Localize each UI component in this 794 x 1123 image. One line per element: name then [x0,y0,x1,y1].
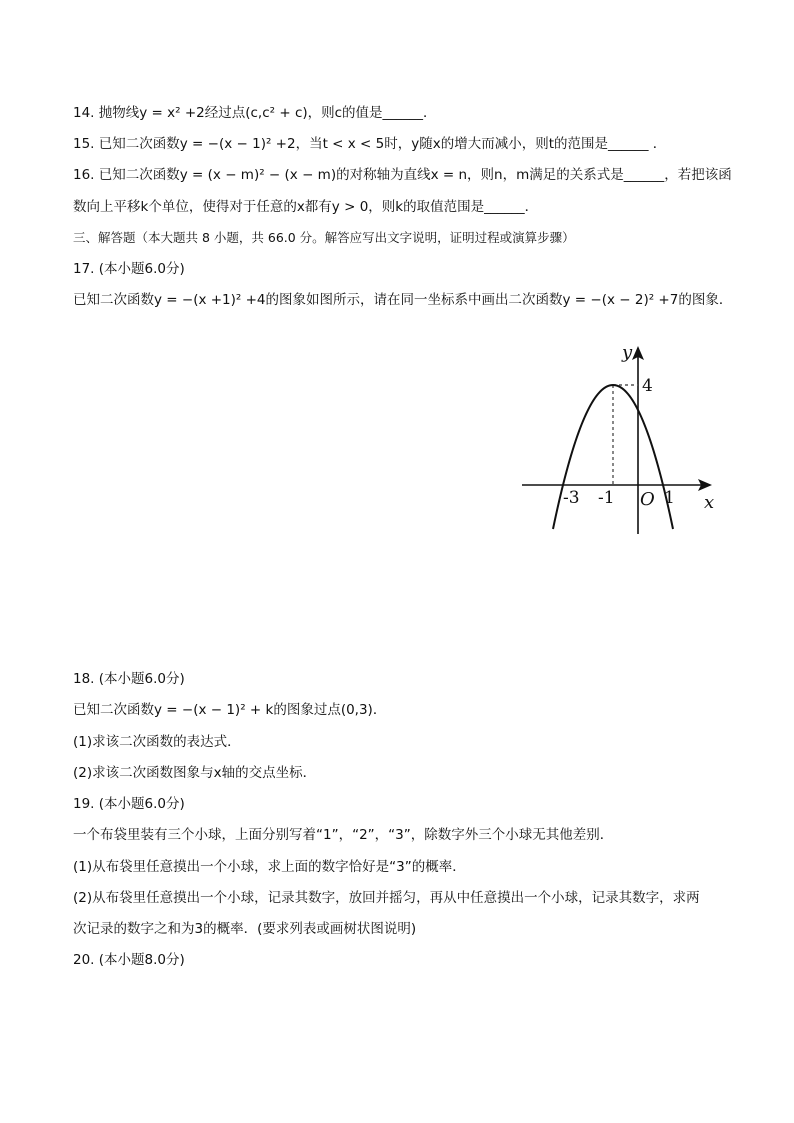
question-17-text: 已知二次函数y = −(x +1)² +4的图象如图所示，请在同一坐标系中画出二次函数y = −(x − 2)² +7的图象． [73,292,733,308]
question-16-line2: 数向上平移k个单位，使得对于任意的x都有y > 0，则k的取值范围是______． [73,199,539,215]
question-18-heading: 18. (本小题6.0分) [73,671,185,687]
question-19-heading: 19. (本小题6.0分) [73,796,185,812]
root-left-label: -3 [563,488,580,508]
question-16-line1: 16. 已知二次函数y = (x − m)² − (x − m)的对称轴为直线x = n，则n，m满足的关系式是______，若把该函 [73,167,732,183]
question-14: 14. 抛物线y = x² +2经过点(c,c² + c)，则c的值是______． [73,105,437,121]
origin-label: O [640,489,655,510]
x-axis-label: x [704,492,715,513]
question-18-part1: (1)求该二次函数的表达式． [73,734,241,750]
section-heading: 三、解答题（本大题共 8 小题，共 66.0 分。解答应写出文字说明，证明过程或演算步骤） [73,230,575,245]
question-17-heading: 17. (本小题6.0分) [73,261,185,277]
question-18-part2: (2)求该二次函数图象与x轴的交点坐标． [73,765,317,781]
question-19-part1: (1)从布袋里任意摸出一个小球，求上面的数字恰好是“3”的概率． [73,859,466,875]
y-axis-label: y [622,342,633,363]
vertex-x-label: -1 [598,488,615,508]
parabola-svg [518,338,723,538]
question-19-text: 一个布袋里装有三个小球，上面分别写着“1”，“2”，“3”，除数字外三个小球无其他差别． [73,827,614,843]
question-19-part2-line1: (2)从布袋里任意摸出一个小球，记录其数字，放回并摇匀，再从中任意摸出一个小球，记录其数字，求两 [73,890,700,906]
question-15: 15. 已知二次函数y = −(x − 1)² +2，当t < x < 5时，y随x的增大而减小，则t的范围是______ ． [73,136,667,152]
vertex-y-label: 4 [642,376,653,396]
parabola-graph [518,338,723,538]
question-19-part2-line2: 次记录的数字之和为3的概率．(要求列表或画树状图说明) [73,921,417,937]
question-20-heading: 20. (本小题8.0分) [73,952,185,968]
root-right-label: 1 [664,488,675,508]
question-18-text: 已知二次函数y = −(x − 1)² + k的图象过点(0,3)． [73,702,387,718]
